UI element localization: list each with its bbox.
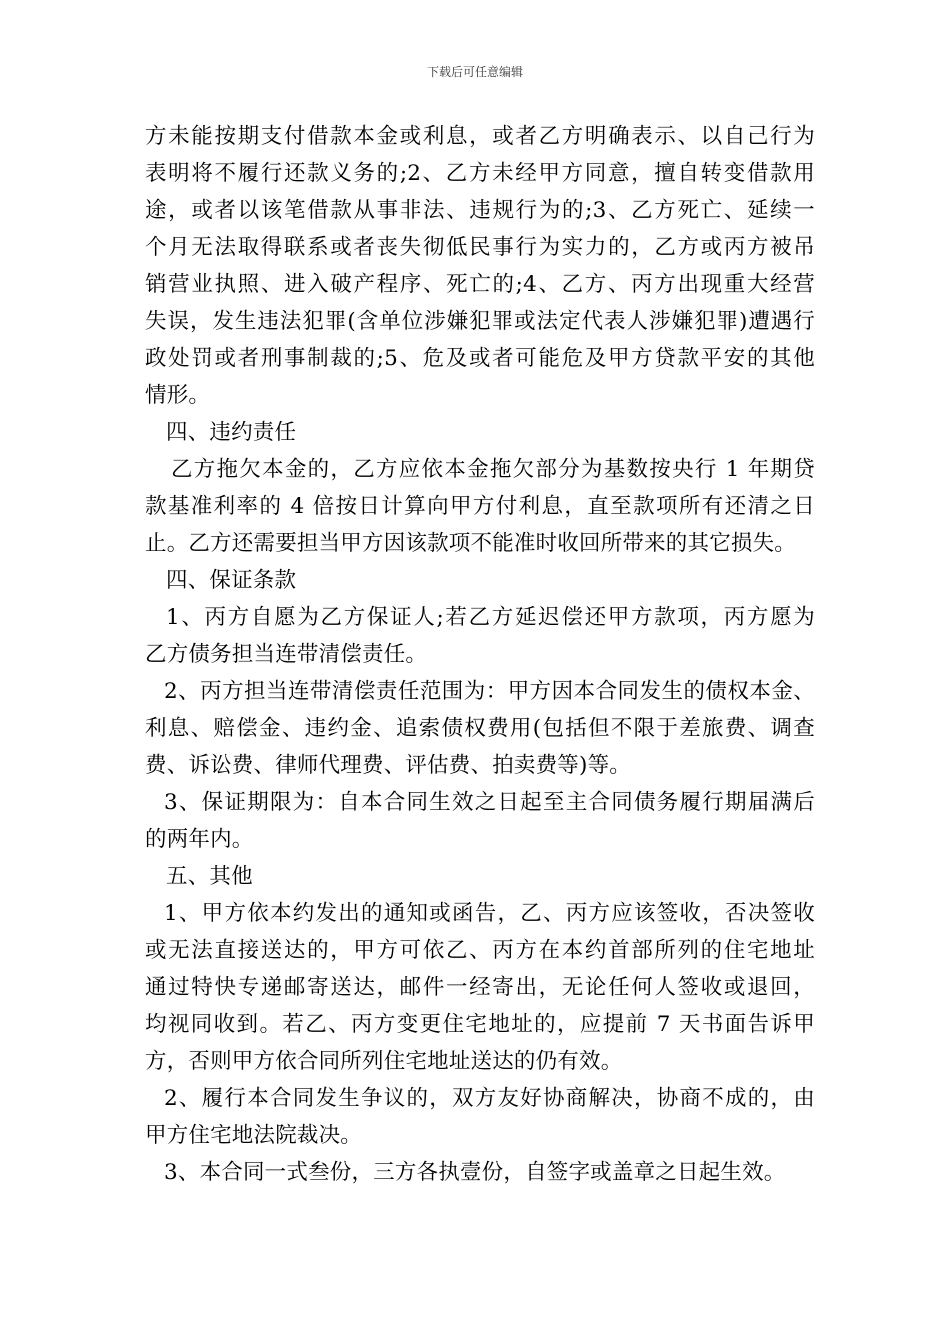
text-line: 利息、赔偿金、违约金、追索债权费用(包括但不限于差旅费、调查 — [145, 716, 815, 741]
text-line: 通过特快专递邮寄送达，邮件一经寄出，无论任何人签收或退回， — [145, 975, 815, 1000]
text-line: 或无法直接送达的，甲方可依乙、丙方在本约首部所列的住宅地址 — [145, 938, 815, 963]
page-header: 下载后可任意编辑 — [426, 65, 523, 79]
text-line: 方，否则甲方依合同所列住宅地址送达的仍有效。 — [145, 1049, 623, 1074]
text-line: 途，或者以该笔借款从事非法、违规行为的;3、乙方死亡、延续一 — [145, 198, 815, 223]
text-line: 款基准利率的 4 倍按日计算向甲方付利息，直至款项所有还清之日 — [145, 494, 815, 519]
text-line: 甲方住宅地法院裁决。 — [145, 1123, 363, 1148]
text-line: 销营业执照、进入破产程序、死亡的;4、乙方、丙方出现重大经营 — [145, 272, 815, 297]
text-line: 1、丙方自愿为乙方保证人;若乙方延迟偿还甲方款项，丙方愿为 — [166, 605, 815, 630]
text-line: 情形。 — [145, 383, 211, 408]
text-line: 止。乙方还需要担当甲方因该款项不能准时收回所带来的其它损失。 — [145, 531, 797, 556]
text-line: 政处罚或者刑事制裁的;5、危及或者可能危及甲方贷款平安的其他 — [145, 346, 815, 371]
text-line: 2、履行本合同发生争议的，双方友好协商解决，协商不成的，由 — [164, 1086, 815, 1111]
text-line: 2、丙方担当连带清偿责任范围为：甲方因本合同发生的债权本金、 — [164, 679, 815, 704]
text-line: 失误，发生违法犯罪(含单位涉嫌犯罪或法定代表人涉嫌犯罪)遭遇行 — [145, 309, 815, 334]
text-line: 3、本合同一式叁份，三方各执壹份，自签字或盖章之日起生效。 — [164, 1160, 786, 1185]
text-line: 五、其他 — [166, 864, 253, 889]
text-line: 费、诉讼费、律师代理费、评估费、拍卖费等)等。 — [145, 753, 631, 778]
text-line: 方未能按期支付借款本金或利息，或者乙方明确表示、以自己行为 — [145, 124, 815, 149]
document-body — [145, 118, 815, 1191]
text-line: 四、保证条款 — [166, 568, 297, 593]
text-line: 乙方拖欠本金的，乙方应依本金拖欠部分为基数按央行 1 年期贷 — [171, 457, 815, 482]
text-line: 个月无法取得联系或者丧失彻低民事行为实力的，乙方或丙方被吊 — [145, 235, 815, 260]
text-line: 均视同收到。若乙、丙方变更住宅地址的，应提前 7 天书面告诉甲 — [145, 1012, 815, 1037]
text-line: 表明将不履行还款义务的;2、乙方未经甲方同意，擅自转变借款用 — [145, 161, 815, 186]
text-line: 3、保证期限为：自本合同生效之日起至主合同债务履行期届满后 — [164, 790, 815, 815]
text-line: 1、甲方依本约发出的通知或函告，乙、丙方应该签收，否决签收 — [164, 901, 815, 926]
text-line: 乙方债务担当连带清偿责任。 — [145, 642, 428, 667]
text-line: 的两年内。 — [145, 827, 254, 852]
text-line: 四、违约责任 — [166, 420, 297, 445]
